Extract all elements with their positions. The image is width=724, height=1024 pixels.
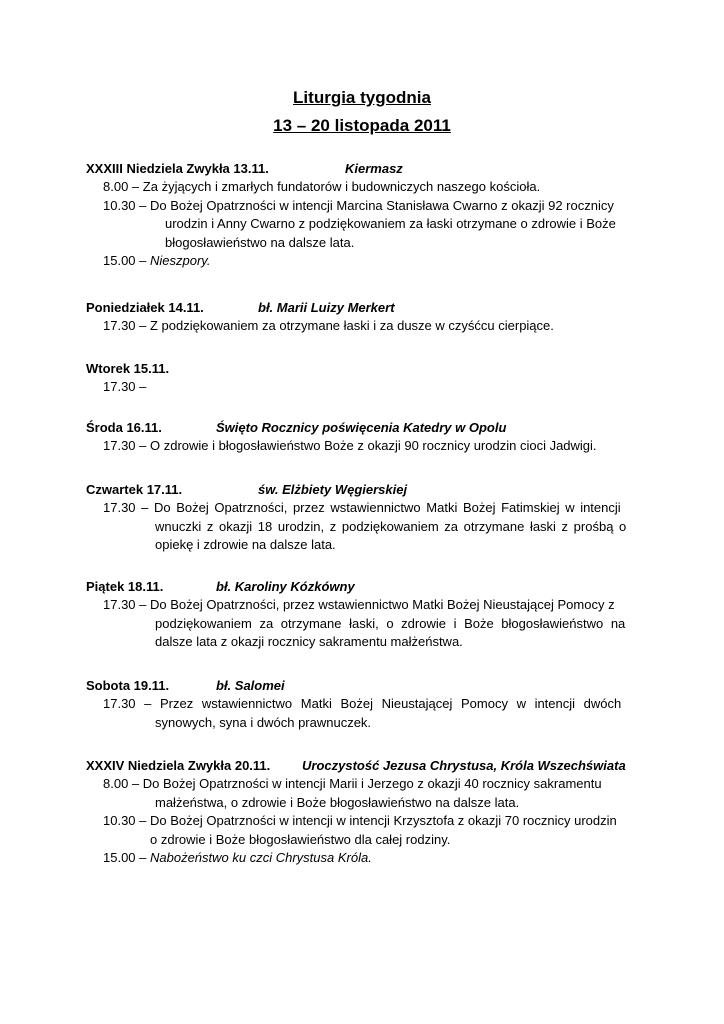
mass-intention: Do Bożej Opatrzności, przez wstawiennictwo Matki Bożej Nieustającej Pomocy z: [150, 597, 615, 612]
day-label: Poniedziałek 14.11.: [86, 300, 204, 315]
mass-entry: [86, 775, 646, 812]
mass-intention-cont: dalsze lata z okazji rocznicy sakramentu małżeństwa.: [155, 634, 463, 649]
mass-intention-cont: wnuczki z okazji 18 urodzin, z podziękowaniem za otrzymane łaski z prośbą o: [155, 518, 627, 534]
day-label: XXXIII Niedziela Zwykła 13.11.: [86, 161, 269, 176]
mass-intention-cont: opiekę i zdrowie na dalsze lata.: [155, 537, 336, 552]
mass-entry: [86, 695, 646, 732]
mass-intention: Do Bożej Opatrzności, przez wstawiennictwo Matki Bożej Fatimskiej w intencji: [154, 500, 621, 515]
day-sunday-13: [86, 159, 646, 271]
mass-intention-cont: błogosławieństwo na dalsze lata.: [165, 234, 355, 250]
day-feast: bł. Karoliny Kózkówny: [216, 579, 355, 594]
mass-intention-cont: synowych, syna i dwóch prawnuczek.: [155, 714, 372, 730]
mass-intention: Do Bożej Opatrzności w intencji Marii i Jerzego z okazji 40 rocznicy sakramentu: [142, 776, 602, 791]
day-feast: bł. Marii Luizy Merkert: [258, 300, 395, 315]
page-title: Liturgia tygodnia: [293, 88, 431, 107]
day-tuesday: [86, 359, 646, 397]
mass-time: 17.30 –: [103, 318, 147, 333]
mass-time: 15.00 –: [103, 253, 147, 268]
mass-time: 8.00 –: [103, 179, 140, 194]
day-monday: [86, 298, 646, 336]
mass-intention: Nabożeństwo ku czci Chrystusa Króla.: [150, 850, 372, 865]
day-feast: bł. Salomei: [216, 678, 285, 693]
mass-time: 17.30 –: [103, 438, 147, 453]
mass-time: 10.30 –: [103, 197, 147, 213]
mass-intention: Do Bożej Opatrzności w intencji w intencji Krzysztofa z okazji 70 rocznicy urodzin: [150, 813, 617, 828]
day-sunday-20: [86, 756, 646, 868]
mass-time: 17.30 –: [103, 597, 147, 612]
mass-entry: [86, 812, 646, 849]
day-label: Wtorek 15.11.: [86, 361, 170, 376]
mass-intention: Nieszpory.: [150, 253, 211, 268]
mass-time: 17.30 –: [103, 379, 147, 394]
mass-entry: [86, 252, 646, 271]
mass-entry: [86, 499, 646, 555]
mass-time: 10.30 –: [103, 813, 147, 828]
mass-entry: [86, 317, 646, 336]
mass-intention: Z podziękowaniem za otrzymane łaski i za dusze w czyśćcu cierpiące.: [150, 318, 554, 333]
mass-entry: [86, 178, 646, 197]
mass-intention: Przez wstawiennictwo Matki Bożej Nieustającej Pomocy w intencji dwóch: [160, 696, 622, 711]
mass-intention: O zdrowie i błogosławieństwo Boże z okazji 90 rocznicy urodzin cioci Jadwigi.: [150, 438, 597, 453]
mass-intention: Za żyjących i zmarłych fundatorów i budowniczych naszego kościoła.: [142, 179, 541, 194]
day-feast: Święto Rocznicy poświęcenia Katedry w Opolu: [216, 420, 507, 435]
mass-time: 8.00 –: [103, 776, 140, 791]
day-feast: Uroczystość Jezusa Chrystusa, Króla Wszechświata: [302, 758, 626, 773]
day-feast: św. Elżbiety Węgierskiej: [258, 482, 408, 497]
mass-intention-cont: o zdrowie i Boże błogosławieństwo dla całej rodziny.: [150, 831, 451, 847]
mass-time: 17.30 –: [103, 696, 152, 711]
mass-entry: [86, 197, 646, 253]
mass-intention-cont: podziękowaniem za otrzymane łaski, o zdrowie i Boże błogosławieństwo na: [155, 615, 626, 631]
day-label: Piątek 18.11.: [86, 579, 164, 594]
mass-entry: [86, 378, 646, 397]
mass-intention-cont: małżeństwa, o zdrowie i Boże błogosławieństwo na dalsze lata.: [155, 794, 520, 810]
mass-intention-cont: urodzin i Anny Cwarno z podziękowaniem za łaski otrzymane o zdrowie i Boże: [165, 216, 616, 231]
day-wednesday: [86, 418, 646, 456]
mass-entry: [86, 596, 646, 652]
day-friday: [86, 577, 646, 652]
mass-entry: [86, 437, 646, 456]
page-dates: 13 – 20 listopada 2011: [273, 116, 451, 135]
mass-entry: [86, 849, 646, 868]
mass-time: 17.30 –: [103, 500, 149, 515]
day-label: Sobota 19.11.: [86, 678, 170, 693]
day-thursday: [86, 480, 646, 555]
day-label: XXXIV Niedziela Zwykła 20.11.: [86, 758, 271, 773]
mass-intention: Do Bożej Opatrzności w intencji Marcina Stanisława Cwarno z okazji 92 rocznicy: [150, 197, 614, 213]
day-saturday: [86, 676, 646, 732]
mass-time: 15.00 –: [103, 850, 147, 865]
day-label: Czwartek 17.11.: [86, 482, 183, 497]
day-label: Środa 16.11.: [86, 420, 162, 435]
day-feast: Kiermasz: [345, 161, 403, 176]
